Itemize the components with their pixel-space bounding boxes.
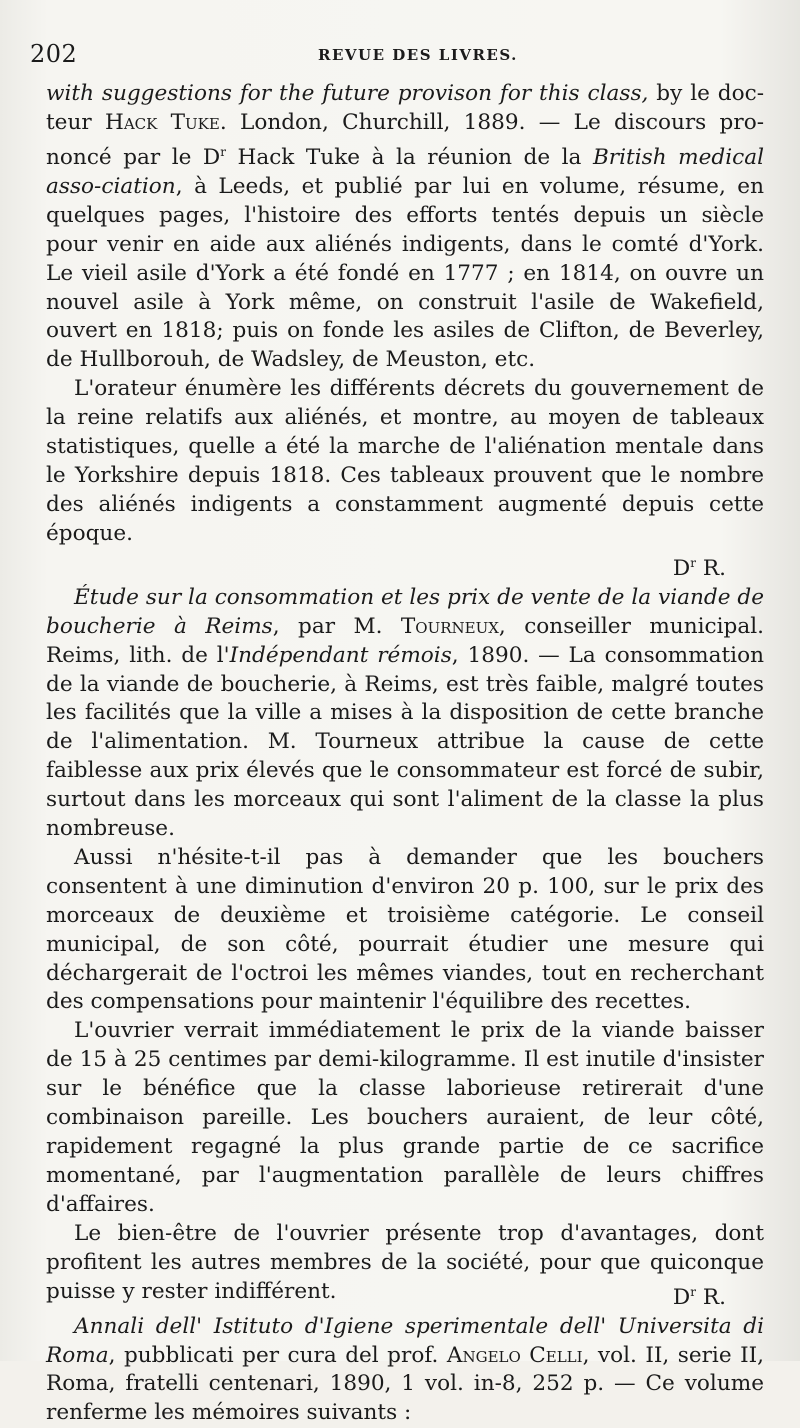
page-body xyxy=(46,80,764,1428)
signature-text: R. xyxy=(696,555,726,581)
author-name: Tourneux xyxy=(400,613,499,639)
text-fragment: , 1890. — La consommation de la viande de boucherie, à Reims, est très faible, malgré toutes les facilités que la ville a mises à la disposition de cette branche de l'alimentation. M. Tourneux attribue la cause de cette faiblesse aux prix élevés que le consommateur est forcé de subir, surtout dans les morceaux qui sont l'aliment de la classe la plus nombreuse. xyxy=(46,642,764,842)
signature-text: R. xyxy=(696,1284,726,1310)
text-fragment: noncé par le D xyxy=(46,145,221,170)
superscript: r xyxy=(690,555,696,570)
review-hack-tuke-paragraph-2: L'orateur énumère les différents décrets du gouvernement de la reine relatifs aux aliénés, et montre, au moyen de tableaux statistiques, quelle a été la marche de l'aliénation mentale dans le Yorkshire depuis 1818. Ces tableaux prouvent que le nombre des aliénés indigents a constamment augmenté depuis cette époque. xyxy=(46,376,764,546)
text-fragment: teur xyxy=(46,109,105,135)
superscript: r xyxy=(220,144,226,159)
text-fragment: . London, Churchill, 1889. — Le discours pro- xyxy=(219,109,764,135)
association-name-cont: ciation xyxy=(101,173,176,199)
review-tourneux-paragraph-1 xyxy=(46,584,764,844)
review-tourneux-paragraph-3: L'ouvrier verrait immédiatement le prix de la viande baisser de 15 à 25 centimes par demi-kilogramme. Il est inutile d'insister sur le bénéfice que la classe laborieuse retirerait d'une combinaison pareille. Les bouchers auraient, de leur côté, rapidement regagné la plus grande partie de ce sacrifice momentané, par l'augmentation parallèle de leurs chiffres d'affaires. xyxy=(46,1018,764,1217)
text-fragment: , conseiller municipal. Reims, lith. de l' xyxy=(46,613,764,668)
text-fragment: Hack Tuke à la réunion de la xyxy=(226,145,593,170)
signature xyxy=(645,1278,764,1313)
text-fragment: , pubblicati per cura del prof. xyxy=(108,1342,447,1368)
superscript: r xyxy=(690,1284,696,1299)
association-name: British medical asso- xyxy=(46,145,764,199)
review-title-fragment: with suggestions for the future provison for this class, xyxy=(46,81,649,106)
signature-text: D xyxy=(672,1284,691,1310)
review-tourneux-paragraph-4 xyxy=(46,1220,764,1310)
text-fragment: , vol. II, serie II, Roma, fratelli centenari, 1890, 1 vol. in-8, 252 p. — Ce volume renferme les mémoires suivants : xyxy=(46,1342,764,1426)
text-fragment: , à Leeds, et publié par lui en volume, résume, en quelques pages, l'histoire des efforts tentés depuis un siècle pour venir en aide aux aliénés indigents, dans le comté d'York. Le vieil asile d'York a été fondé en 1777 ; en 1814, on ouvre un nouvel asile à York même, on construit l'asile de Wakefield, ouvert en 1818; puis on fonde les asiles de Clifton, de Beverley, de Hullborouh, de Wadsley, de Meuston, etc. xyxy=(46,173,764,373)
author-name: Hack Tuke xyxy=(104,109,220,135)
text-fragment: , par M. xyxy=(272,613,401,639)
review-tourneux-paragraph-2: Aussi n'hésite-t-il pas à demander que les bouchers consentent à une diminution d'environ 20 p. 100, sur le prix des morceaux de deuxième et troisième catégorie. Le conseil municipal, de son côté, pourrait étudier une mesure qui déchargerait de l'octroi les mêmes viandes, tout en recherchant des compensations pour maintenir l'équilibre des recettes. xyxy=(46,844,764,1015)
review-title: Annali dell' Istituto d'Igiene sperimentale dell' Universita di Roma xyxy=(46,1313,764,1368)
running-head: REVUE DES LIVRES. xyxy=(318,46,518,64)
editor-name: Angelo Celli xyxy=(446,1342,583,1368)
review-title: Étude sur la consommation et les prix de vente de la viande de boucherie à Reims xyxy=(46,584,764,639)
publisher-name: Indépendant rémois xyxy=(229,642,452,668)
review-hack-tuke-paragraph-1 xyxy=(46,80,764,375)
text-fragment: by le doc- xyxy=(648,81,764,106)
review-annali-paragraph-1 xyxy=(46,1313,764,1428)
text-fragment: Le bien-être de l'ouvrier présente trop d'avantages, dont profitent les autres membres de la société, pour que quiconque puisse y rester indifférent. xyxy=(46,1220,764,1304)
signature xyxy=(46,549,764,584)
signature-text: D xyxy=(672,555,691,581)
page-number: 202 xyxy=(30,40,78,68)
page-header xyxy=(30,40,770,76)
